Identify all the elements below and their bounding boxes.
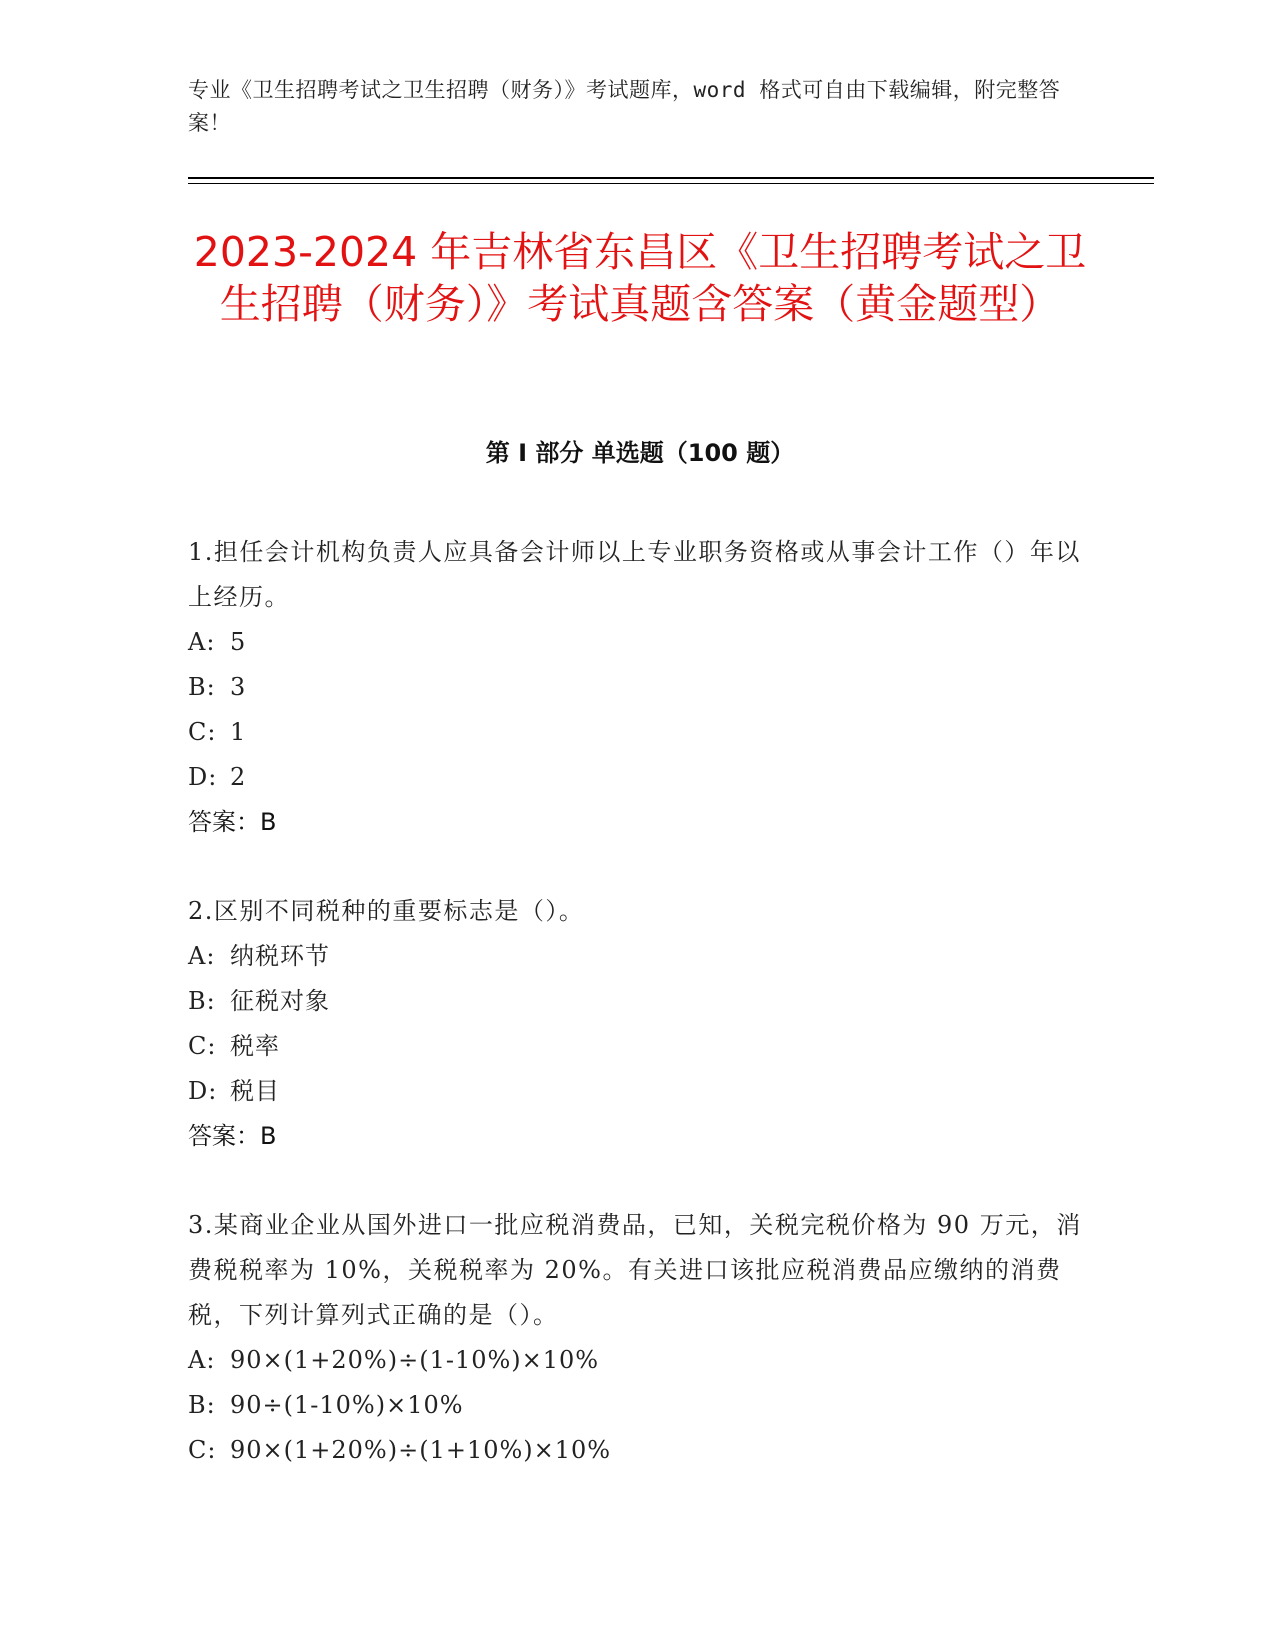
option-key: B: xyxy=(188,673,216,701)
question-stem: 2.区别不同税种的重要标志是（）。 xyxy=(188,897,585,925)
option-key: D: xyxy=(188,763,218,791)
option-d xyxy=(188,1069,1088,1114)
option-text: 纳税环节 xyxy=(230,942,330,970)
question-3 xyxy=(188,1203,1088,1473)
option-b xyxy=(188,665,1088,710)
question-stem: 3.某商业企业从国外进口一批应税消费品，已知，关税完税价格为 90 万元，消费税税率为 10%，关税税率为 20%。有关进口该批应税消费品应缴纳的消费税，下列计算列式正确的是（）。 xyxy=(188,1211,1082,1329)
option-b xyxy=(188,1383,1088,1428)
section-heading: 第 I 部分 单选题（100 题） xyxy=(485,439,795,467)
option-a xyxy=(188,620,1088,665)
option-text: 税率 xyxy=(230,1032,280,1060)
option-key: C: xyxy=(188,718,217,746)
option-key: D: xyxy=(188,1077,218,1105)
option-key: B: xyxy=(188,1391,216,1419)
option-text: 90×(1+20%)÷(1+10%)×10% xyxy=(230,1436,612,1464)
option-c xyxy=(188,1024,1088,1069)
question-2 xyxy=(188,889,1088,1159)
option-key: A: xyxy=(188,942,216,970)
option-c xyxy=(188,1428,1088,1473)
header-note: 专业《卫生招聘考试之卫生招聘（财务）》考试题库，word 格式可自由下载编辑，附完整答案！ xyxy=(188,78,1061,135)
option-b xyxy=(188,979,1088,1024)
option-key: B: xyxy=(188,987,216,1015)
question-list xyxy=(188,530,1088,1517)
option-d xyxy=(188,755,1088,800)
option-text: 90×(1+20%)÷(1-10%)×10% xyxy=(230,1346,600,1374)
header-divider-thick xyxy=(188,177,1154,179)
option-text: 2 xyxy=(230,763,247,791)
option-text: 税目 xyxy=(230,1077,280,1105)
option-text: 3 xyxy=(230,673,247,701)
header-divider-thin xyxy=(188,183,1154,184)
answer-line: 答案：B xyxy=(188,808,277,836)
option-c xyxy=(188,710,1088,755)
option-text: 5 xyxy=(230,628,247,656)
answer-line: 答案：B xyxy=(188,1122,277,1150)
question-1 xyxy=(188,530,1088,845)
option-key: C: xyxy=(188,1436,217,1464)
option-a xyxy=(188,934,1088,979)
document-title: 2023-2024 年吉林省东昌区《卫生招聘考试之卫生招聘（财务）》考试真题含答案（黄金题型） xyxy=(193,228,1087,328)
option-key: A: xyxy=(188,628,216,656)
option-key: A: xyxy=(188,1346,216,1374)
option-text: 90÷(1-10%)×10% xyxy=(230,1391,464,1419)
option-text: 征税对象 xyxy=(230,987,330,1015)
option-a xyxy=(188,1338,1088,1383)
option-text: 1 xyxy=(230,718,247,746)
question-stem: 1.担任会计机构负责人应具备会计师以上专业职务资格或从事会计工作（）年以上经历。 xyxy=(188,538,1081,611)
option-key: C: xyxy=(188,1032,217,1060)
